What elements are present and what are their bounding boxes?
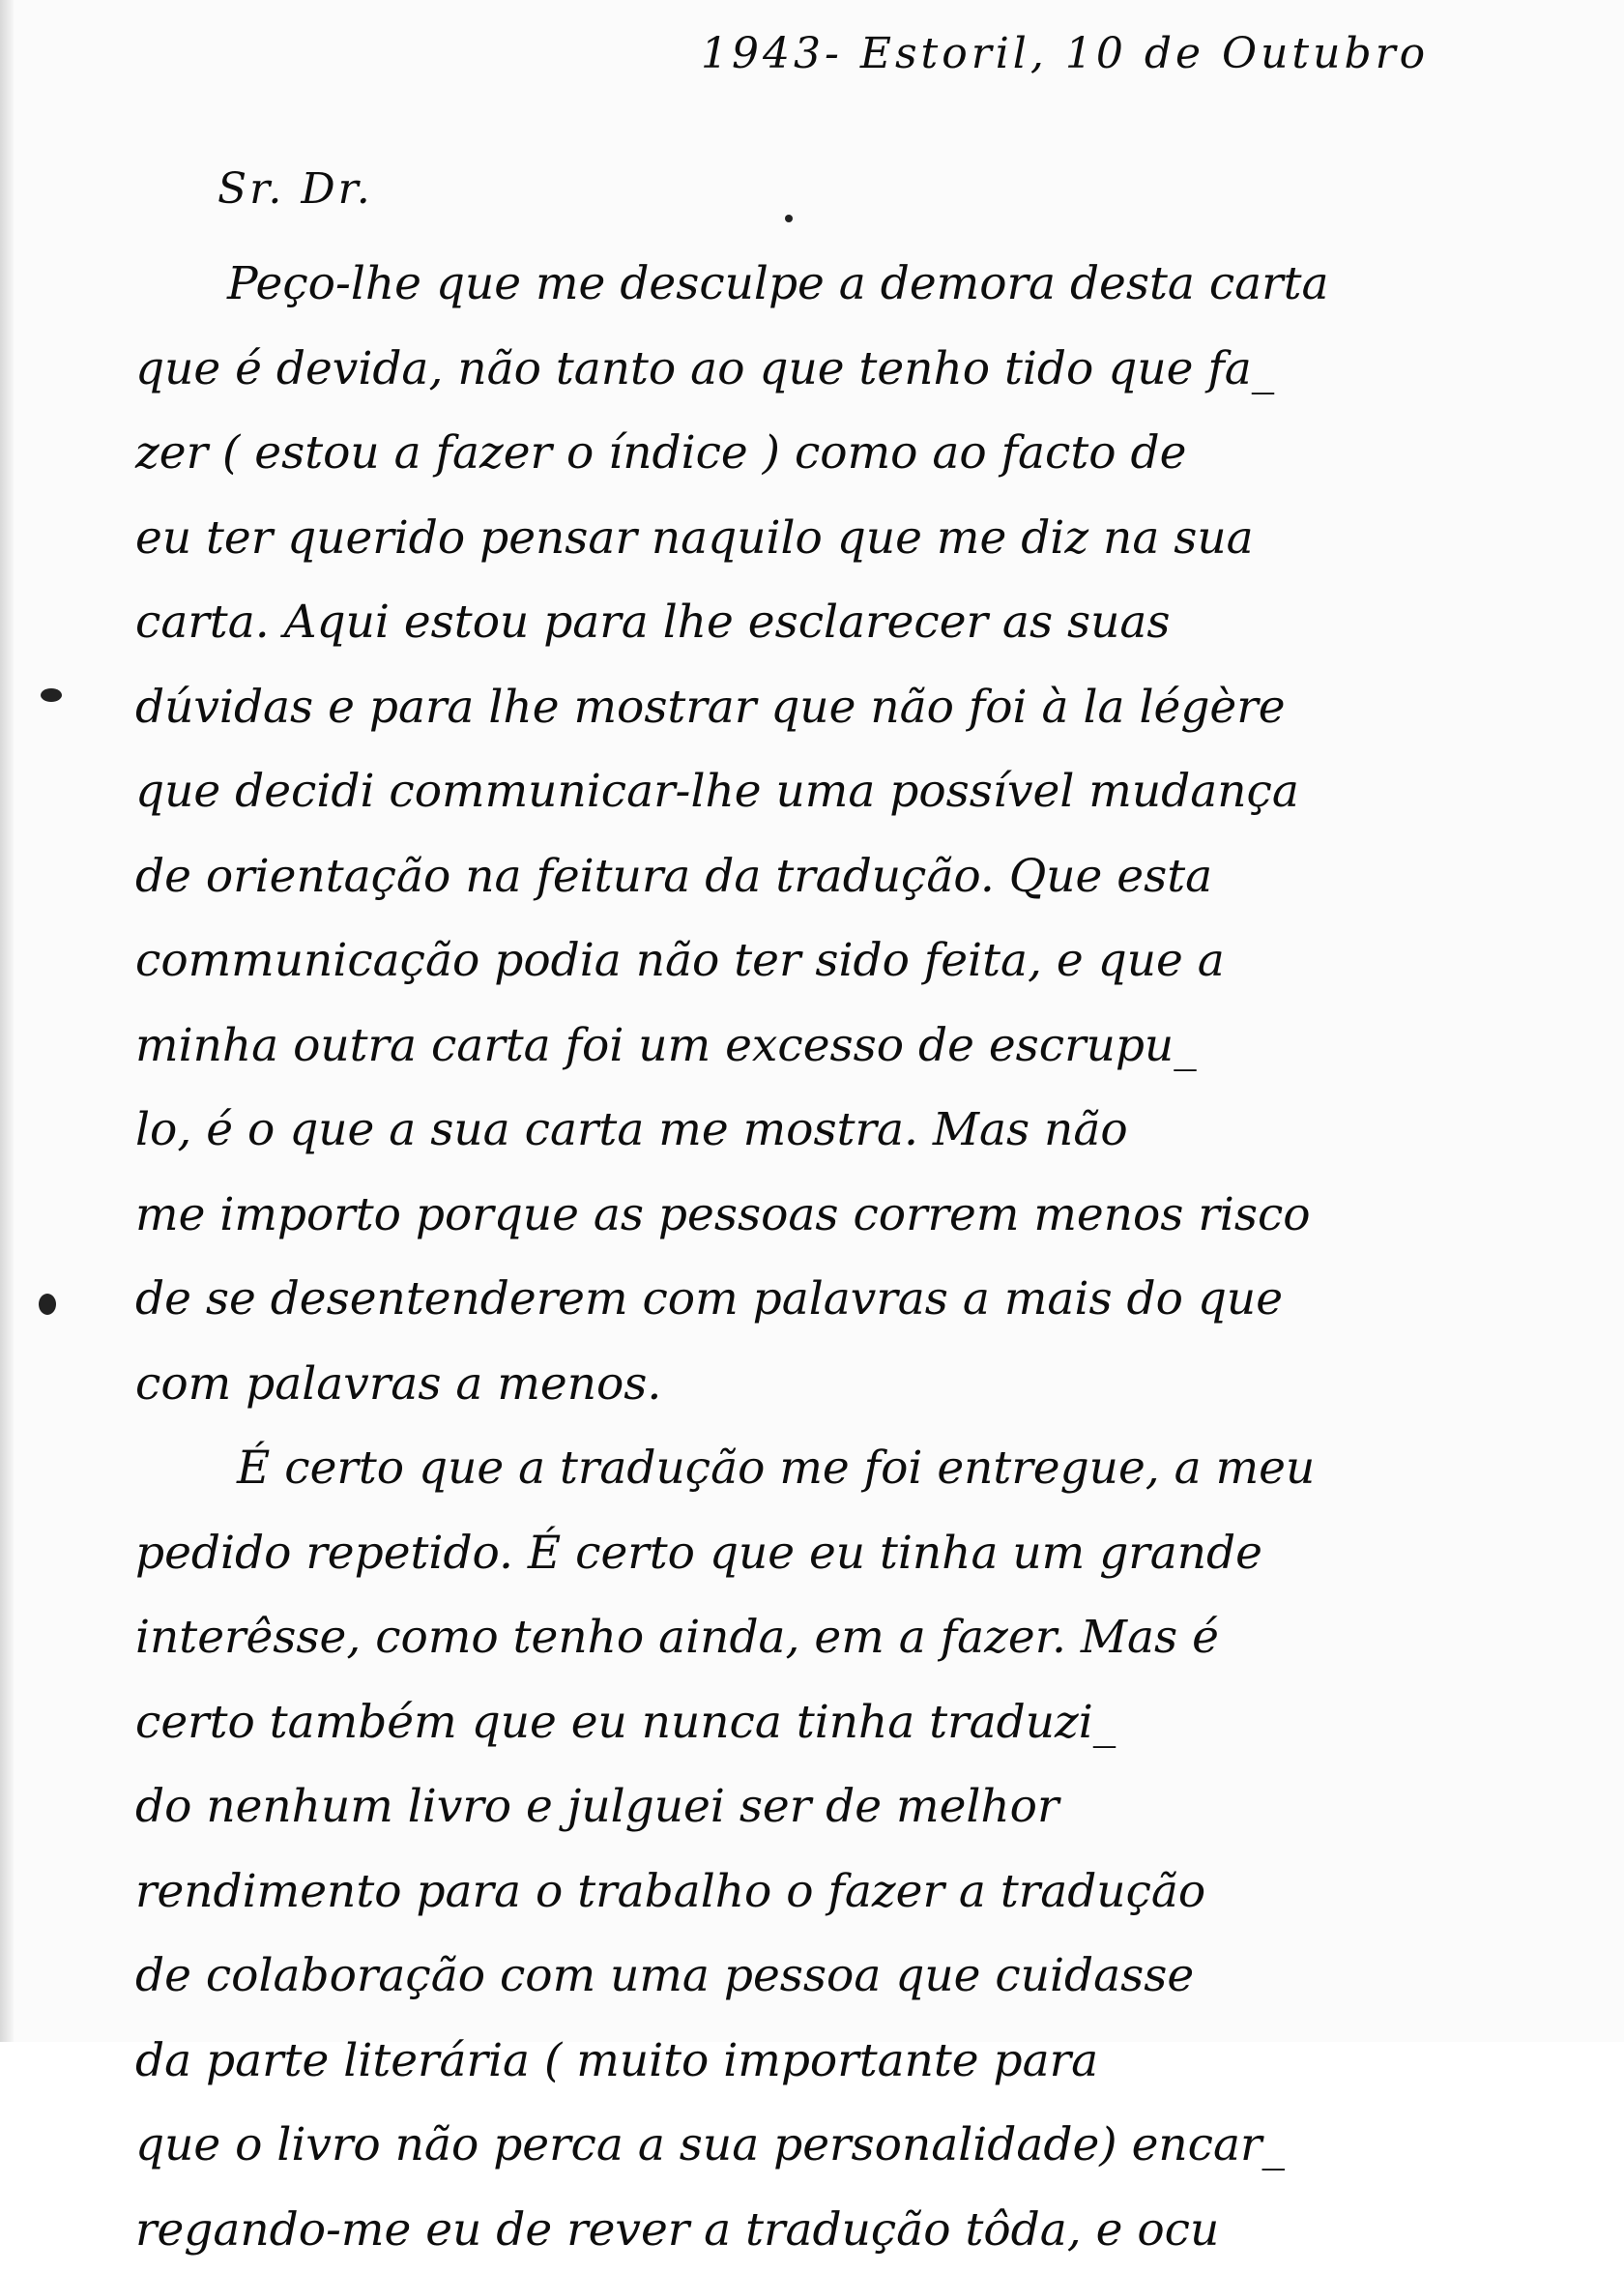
letter-line: regando-me eu de rever a tradução tôda, e ocu (135, 2188, 1556, 2272)
letter-line: de colaboração com uma pessoa que cuidasse (135, 1934, 1556, 2019)
letter-line: communicação podia não ter sido feita, e que a (135, 918, 1556, 1004)
ink-speck (41, 688, 62, 702)
letter-line: que é devida, não tanto ao que tenho tido que fa_ (135, 327, 1556, 412)
letter-line: do nenhum livro e julguei ser de melhor (135, 1764, 1556, 1850)
letter-line: eu ter querido pensar naquilo que me diz na sua (135, 496, 1556, 581)
letter-line: que o livro não perca a sua personalidade) encar_ (135, 2103, 1556, 2188)
letter-line: É certo que a tradução me foi entregue, a meu (135, 1426, 1556, 1511)
dateline: 1943- Estoril, 10 de Outubro (701, 29, 1429, 78)
letter-line: da parte literária ( muito importante para (135, 2019, 1556, 2104)
letter-line: dúvidas e para lhe mostrar que não foi à la légère (135, 665, 1556, 750)
letter-line: pedido repetido. É certo que eu tinha um grande (135, 1511, 1556, 1596)
ink-speck (785, 215, 793, 222)
letter-body (135, 242, 1556, 2272)
letter-line: que decidi communicar-lhe uma possível mudança (135, 749, 1556, 834)
letter-line: me importo porque as pessoas correm menos risco (135, 1173, 1556, 1258)
letter-line: com palavras a menos. (135, 1342, 1556, 1427)
salutation: Sr. Dr. (218, 164, 373, 214)
letter-line: lo, é o que a sua carta me mostra. Mas não (135, 1088, 1556, 1173)
letter-line: Peço-lhe que me desculpe a demora desta carta (135, 242, 1556, 327)
letter-line: de se desentenderem com palavras a mais do que (135, 1257, 1556, 1342)
letter-line: de orientação na feitura da tradução. Que esta (135, 834, 1556, 919)
letter-line: minha outra carta foi um excesso de escrupu_ (135, 1004, 1556, 1089)
letter-line: certo também que eu nunca tinha traduzi_ (135, 1680, 1556, 1765)
ink-speck (39, 1294, 56, 1315)
letter-line: zer ( estou a fazer o índice ) como ao facto de (135, 411, 1556, 496)
letter-line: rendimento para o trabalho o fazer a tradução (135, 1850, 1556, 1935)
letter-line: interêsse, como tenho ainda, em a fazer. Mas é (135, 1595, 1556, 1680)
scan-edge (0, 0, 14, 2042)
letter-line: carta. Aqui estou para lhe esclarecer as suas (135, 580, 1556, 665)
